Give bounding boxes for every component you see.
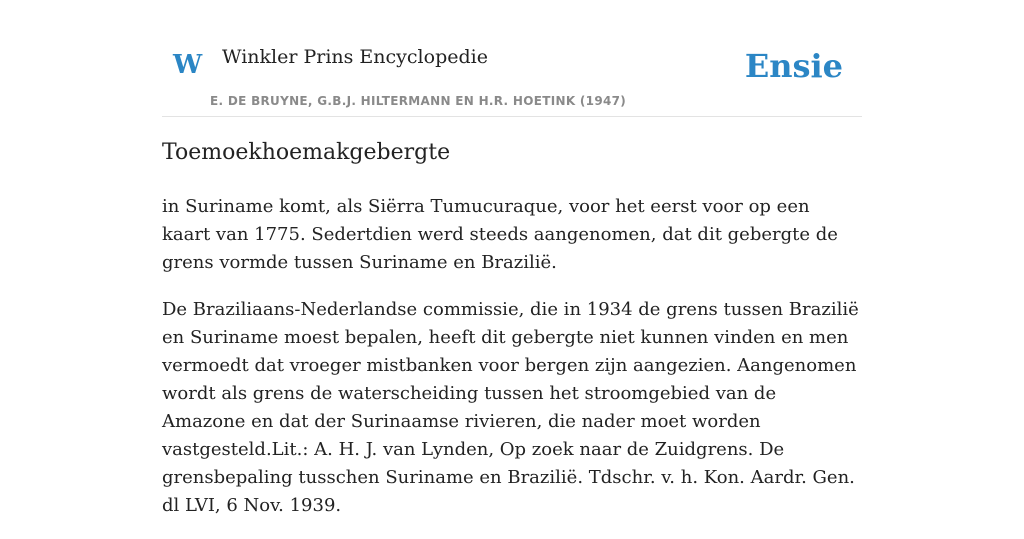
article-paragraph: De Braziliaans-Nederlandse commissie, die in 1934 de grens tussen Brazilië en Suriname moest bepalen, heeft dit gebergte niet kunnen vinden en men vermoedt dat vroeger mistbanken voor bergen zijn aangezien. Aangenomen wordt als grens de waterscheiding tussen het stroomgebied van de Amazone en dat der Surinaamse rivieren, die nader moet worden vastgesteld.Lit.: A. H. J. van Lynden, Op zoek naar de Zuidgrens. De grensbepaling tusschen Suriname en Brazilië. Tdschr. v. h. Kon. Aardr. Gen. dl LVI, 6 Nov. 1939. bbox=[162, 299, 859, 516]
article-body bbox=[162, 193, 862, 539]
site-header bbox=[162, 0, 862, 117]
authors-line: E. DE BRUYNE, G.B.J. HILTERMANN EN H.R. HOETINK (1947) bbox=[210, 94, 627, 108]
article-title: Toemoekhoemakgebergte bbox=[162, 140, 451, 165]
article-paragraph: in Suriname komt, als Siërra Tumucuraque, voor het eerst voor op een kaart van 1775. Sedertdien werd steeds aangenomen, dat dit gebergte de grens vormde tussen Suriname en Brazilië. bbox=[162, 196, 838, 273]
ensie-brand-link[interactable]: Ensie bbox=[744, 47, 843, 85]
encyclopedia-name-link[interactable]: Winkler Prins Encyclopedie bbox=[222, 46, 488, 68]
encyclopedia-logo-icon[interactable]: W bbox=[173, 50, 203, 80]
